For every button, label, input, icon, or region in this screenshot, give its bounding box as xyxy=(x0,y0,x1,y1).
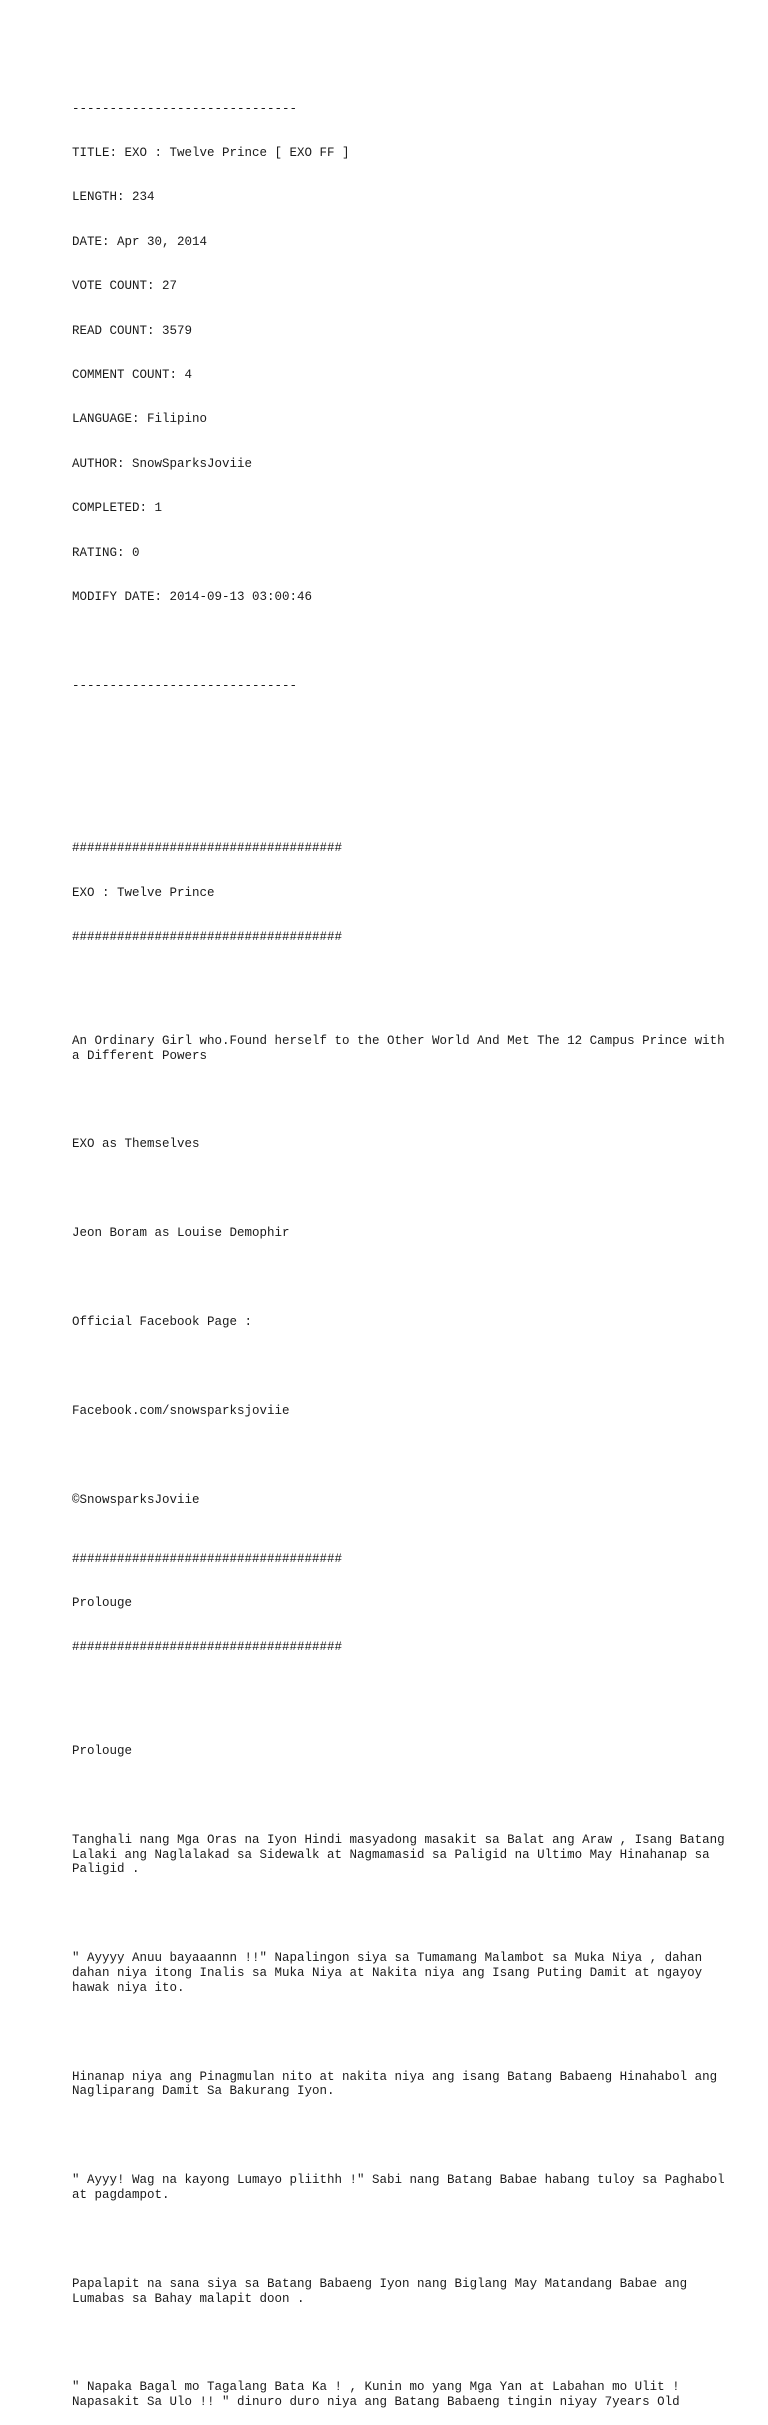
section1-cast-boram: Jeon Boram as Louise Demophir xyxy=(72,1226,290,1241)
prologue-paragraph-1: Tanghali nang Mga Oras na Iyon Hindi masyadong masakit sa Balat ang Araw , Isang Batang Lalaki ang Naglalakad sa Sidewalk at Nagmamasid sa Paligid na Ultimo May Hinahanap sa Paligid . xyxy=(72,1832,733,1877)
meta-date: DATE: Apr 30, 2014 xyxy=(72,234,208,249)
meta-language: LANGUAGE: Filipino xyxy=(72,412,208,427)
section1-copyright: ©SnowsparksJoviie xyxy=(72,1492,200,1507)
meta-rule-top: ------------------------------ xyxy=(72,101,298,116)
meta-modify-date: MODIFY DATE: 2014-09-13 03:00:46 xyxy=(72,589,313,604)
meta-rating: RATING: 0 xyxy=(72,545,140,560)
section1-facebook-label: Official Facebook Page : xyxy=(72,1314,253,1329)
meta-vote-count: VOTE COUNT: 27 xyxy=(72,279,178,294)
section2-hashes-top: #################################### xyxy=(72,1551,343,1566)
section1-hashes-top: #################################### xyxy=(72,841,343,856)
section2-heading: Prolouge xyxy=(72,1596,133,1611)
section1-heading: EXO : Twelve Prince xyxy=(72,885,215,900)
prologue-paragraph-5: Papalapit na sana siya sa Batang Babaeng Iyon nang Biglang May Matandang Babae ang Lumabas sa Bahay malapit doon . xyxy=(72,2276,695,2306)
prologue-paragraph-3: Hinanap niya ang Pinagmulan nito at nakita niya ang isang Batang Babaeng Hinahabol ang Nagliparang Damit Sa Bakurang Iyon. xyxy=(72,2069,725,2099)
section1-hashes-bottom: #################################### xyxy=(72,930,343,945)
document-page xyxy=(72,72,732,2425)
prologue-paragraph-6: " Napaka Bagal mo Tagalang Bata Ka ! , Kunin mo yang Mga Yan at Labahan mo Ulit ! Napasakit Sa Ulo !! " dinuro duro niya ang Batang Babaeng tingin niyay 7years Old xyxy=(72,2380,688,2410)
section1-facebook-url: Facebook.com/snowsparksjoviie xyxy=(72,1403,290,1418)
section2-hashes-bottom: #################################### xyxy=(72,1640,343,1655)
meta-rule-bottom: ------------------------------ xyxy=(72,678,298,693)
prologue-paragraph-2: " Ayyyy Anuu bayaaannn !!" Napalingon siya sa Tumamang Malambot sa Muka Niya , dahan dahan niya itong Inalis sa Muka Niya at Nakita niya ang Isang Puting Damit at ngayoy hawak niya ito. xyxy=(72,1951,710,1995)
meta-comment-count: COMMENT COUNT: 4 xyxy=(72,367,193,382)
meta-completed: COMPLETED: 1 xyxy=(72,501,163,516)
meta-length: LENGTH: 234 xyxy=(72,190,155,205)
meta-title: TITLE: EXO : Twelve Prince [ EXO FF ] xyxy=(72,145,350,160)
prologue-paragraph-4: " Ayyy! Wag na kayong Lumayo pliithh !" Sabi nang Batang Babae habang tuloy sa Paghabol at pagdampot. xyxy=(72,2173,733,2202)
meta-read-count: READ COUNT: 3579 xyxy=(72,323,193,338)
section1-cast-exo: EXO as Themselves xyxy=(72,1137,200,1152)
section1-summary: An Ordinary Girl who.Found herself to the Other World And Met The 12 Campus Prince with a Different Powers xyxy=(72,1033,733,1063)
prologue-title: Prolouge xyxy=(72,1744,133,1759)
meta-author: AUTHOR: SnowSparksJoviie xyxy=(72,456,253,471)
